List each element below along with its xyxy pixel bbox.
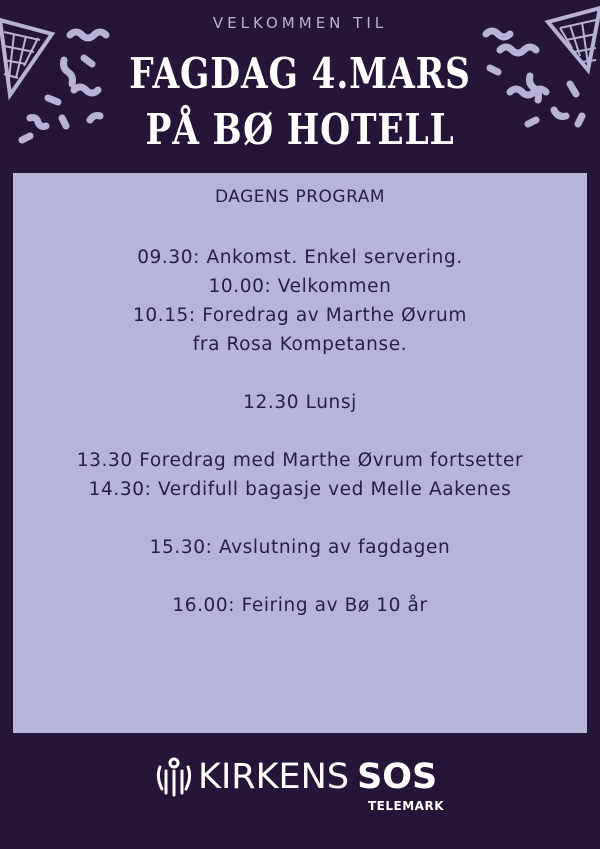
- pre-title: VELKOMMEN TIL: [212, 14, 388, 32]
- program-item: 10.00: Velkommen: [208, 276, 392, 297]
- program-item: 13.30 Foredrag med Marthe Øvrum fortsetter: [76, 450, 524, 471]
- program-list: [13, 243, 587, 620]
- program-heading: DAGENS PROGRAM: [215, 187, 385, 207]
- program-spacer: [13, 504, 587, 533]
- program-item: 15.30: Avslutning av fagdagen: [149, 537, 451, 558]
- logo-name-light: KIRKENS: [198, 757, 350, 797]
- program-item: fra Rosa Kompetanse.: [192, 334, 408, 355]
- logo-wordmark: [198, 755, 437, 799]
- program-item: 14.30: Verdifull bagasje ved Melle Aakenes: [88, 479, 512, 500]
- program-item: 09.30: Ankomst. Enkel servering.: [137, 247, 463, 268]
- page-title-line-2: PÅ BØ HOTELL: [145, 105, 455, 154]
- program-spacer: [13, 562, 587, 591]
- kirkens-sos-emblem-icon: [154, 757, 194, 797]
- kirkens-sos-logo: [150, 755, 450, 821]
- program-item: 12.30 Lunsj: [243, 392, 357, 413]
- program-item: 10.15: Foredrag av Marthe Øvrum: [132, 305, 468, 326]
- program-box: [13, 173, 587, 733]
- logo-name-bold: SOS: [357, 757, 438, 797]
- logo-region: TELEMARK: [368, 799, 444, 813]
- program-spacer: [13, 417, 587, 446]
- program-item: 16.00: Feiring av Bø 10 år: [172, 595, 428, 616]
- page-title-line-1: FAGDAG 4.MARS: [129, 49, 471, 98]
- program-spacer: [13, 359, 587, 388]
